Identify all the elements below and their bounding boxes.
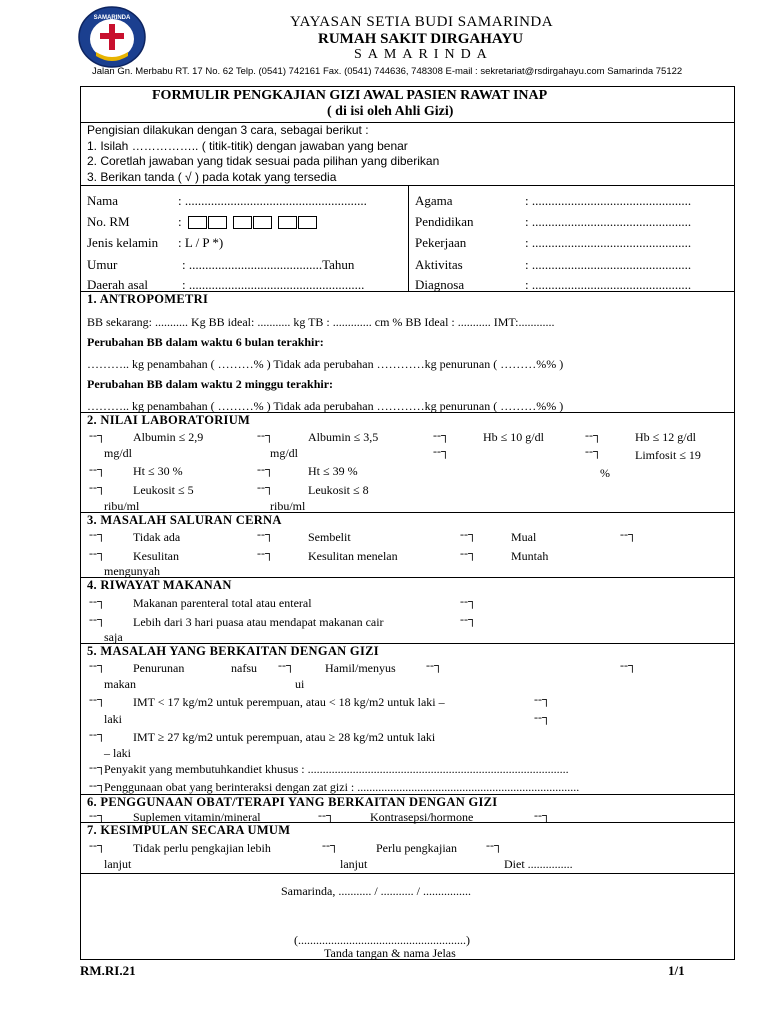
section-6-title: 6. PENGGUNAAN OBAT/TERAPI YANG BERKAITAN DENGAN GIZI (87, 795, 498, 809)
norm-digit-box[interactable] (298, 216, 317, 229)
checkbox[interactable]: --┐ (426, 658, 443, 672)
unit-mgdl: mg/dl (104, 446, 133, 460)
tidak-ada-label: Tidak ada (133, 530, 181, 544)
sembelit-label: Sembelit (308, 530, 351, 544)
nama-label: Nama (87, 193, 119, 208)
mual-label: Mual (511, 530, 537, 544)
unit-mgdl: mg/dl (270, 446, 299, 460)
pekerjaan-label: Pekerjaan (415, 235, 467, 250)
perlu-label: Perlu pengkajian (376, 841, 457, 855)
checkbox[interactable]: --┐ (620, 527, 637, 541)
norm-digit-box[interactable] (208, 216, 227, 229)
instruction-item: 3. Berikan tanda ( √ ) pada kotak yang tersedia (87, 170, 337, 184)
section-7-title: 7. KESIMPULAN SECARA UMUM (87, 823, 291, 837)
albumin-29-label: Albumin ≤ 2,9 (133, 430, 204, 444)
section-3-title: 3. MASALAH SALURAN CERNA (87, 513, 282, 527)
checkbox[interactable]: --┐ (257, 546, 274, 560)
umur-field[interactable]: : .........................................Tahun (182, 257, 355, 272)
norm-digit-box[interactable] (233, 216, 252, 229)
instruction-item: 1. Isilah …………….. ( titik-titik) dengan jawaban yang benar (87, 139, 408, 153)
obat-field[interactable]: Penggunaan obat yang berinteraksi dengan zat gizi : .......................................................................... (104, 780, 580, 794)
instructions-intro: Pengisian dilakukan dengan 3 cara, sebagai berikut : (87, 123, 369, 137)
kesulitan-menelan-label: Kesulitan menelan (308, 549, 398, 563)
agama-field[interactable]: : ................................................. (525, 193, 692, 208)
kontrasepsi-label: Kontrasepsi/hormone (370, 810, 474, 824)
hospital-logo (78, 6, 146, 68)
norm-label: No. RM (87, 214, 130, 229)
diagnosa-field[interactable]: : ................................................. (525, 277, 692, 292)
section-2-title: 2. NILAI LABORATORIUM (87, 413, 251, 427)
checkbox[interactable]: --┐ (89, 838, 106, 852)
checkbox[interactable]: --┐ (534, 710, 551, 724)
albumin-35-label: Albumin ≤ 3,5 (308, 430, 379, 444)
checkbox[interactable]: --┐ (534, 808, 551, 822)
norm-digit-box[interactable] (253, 216, 272, 229)
checkbox[interactable]: --┐ (257, 462, 274, 476)
checkbox[interactable]: --┐ (89, 727, 106, 741)
form-subtitle: ( di isi oleh Ahli Gizi) (327, 104, 454, 119)
checkbox[interactable]: --┐ (89, 692, 106, 706)
checkbox[interactable]: --┐ (433, 444, 450, 458)
form-code: RM.RI.21 (80, 963, 136, 978)
checkbox[interactable]: --┐ (89, 428, 106, 442)
laki-label: laki (104, 712, 122, 726)
jk-field[interactable]: : L / P *) (178, 235, 224, 250)
diet-field[interactable]: Diet ............... (504, 857, 573, 871)
agama-label: Agama (415, 193, 453, 208)
section-5-title: 5. MASALAH YANG BERKAITAN DENGAN GIZI (87, 644, 379, 658)
checkbox[interactable]: --┐ (257, 527, 274, 541)
checkbox[interactable]: --┐ (89, 612, 106, 626)
bb-2-week-heading: Perubahan BB dalam waktu 2 minggu terakhir: (87, 377, 334, 391)
lanjut-label: lanjut (104, 857, 132, 871)
parenteral-label: Makanan parenteral total atau enteral (133, 596, 312, 610)
place-date-field[interactable]: Samarinda, ........... / ........... / ................ (281, 884, 471, 898)
norm-boxes (188, 213, 323, 231)
identity-column-divider (408, 185, 409, 291)
nafsu-label: nafsu (231, 661, 257, 675)
limfosit-label: Limfosit ≤ 19 (635, 448, 701, 462)
diagnosa-label: Diagnosa (415, 277, 465, 292)
checkbox[interactable]: --┐ (257, 428, 274, 442)
mengunyah-label: mengunyah (104, 564, 160, 578)
checkbox[interactable]: --┐ (460, 527, 477, 541)
daerah-label: Daerah asal (87, 277, 148, 292)
daerah-field[interactable]: : ...................................................... (182, 277, 365, 292)
hamil-label: Hamil/menyus (325, 661, 396, 675)
checkbox[interactable]: --┐ (318, 808, 335, 822)
foundation-name: YAYASAN SETIA BUDI SAMARINDA (290, 14, 554, 30)
jk-label: Jenis kelamin (87, 235, 159, 250)
ht-30-label: Ht ≤ 30 % (133, 464, 183, 478)
tidak-perlu-label: Tidak perlu pengkajian lebih (133, 841, 271, 855)
hospital-name: RUMAH SAKIT DIRGAHAYU (318, 31, 524, 47)
unit-ribu-ml: ribu/ml (270, 499, 306, 513)
checkbox[interactable]: --┐ (89, 546, 106, 560)
hb-12-label: Hb ≤ 12 g/dl (635, 430, 696, 444)
suplemen-label: Suplemen vitamin/mineral (133, 810, 261, 824)
checkbox[interactable]: --┐ (433, 428, 450, 442)
bb-line[interactable]: BB sekarang: ........... Kg BB ideal: ........... kg TB : ............. cm % BB Ideal : ........... IMT:............ (87, 315, 555, 329)
checkbox[interactable]: --┐ (460, 546, 477, 560)
checkbox[interactable]: --┐ (257, 480, 274, 494)
checkbox[interactable]: --┐ (534, 692, 551, 706)
hospital-address: Jalan Gn. Merbabu RT. 17 No. 62 Telp. (0541) 742161 Fax. (0541) 744636, 748308 E-mail : sekretariat@rsdirgahayu.com Samarinda 75122 (92, 66, 683, 77)
leukosit-8-label: Leukosit ≤ 8 (308, 483, 369, 497)
checkbox[interactable]: --┐ (89, 594, 106, 608)
checkbox[interactable]: --┐ (89, 462, 106, 476)
kesulitan-label: Kesulitan (133, 549, 179, 563)
penyakit-field[interactable]: Penyakit yang membutuhkandiet khusus : ....................................................................................... (104, 762, 569, 776)
checkbox[interactable]: --┐ (585, 428, 602, 442)
muntah-label: Muntah (511, 549, 549, 563)
norm-colon: : (178, 214, 182, 229)
aktivitas-label: Aktivitas (415, 257, 463, 272)
instruction-item: 2. Coretlah jawaban yang tidak sesuai pada pilihan yang diberikan (87, 154, 440, 168)
pendidikan-field[interactable]: : ................................................. (525, 214, 692, 229)
nama-field[interactable]: : ........................................................ (178, 193, 367, 208)
imt-27-label: IMT ≥ 27 kg/m2 untuk perempuan, atau ≥ 28 kg/m2 untuk laki (133, 730, 436, 744)
leukosit-5-label: Leukosit ≤ 5 (133, 483, 194, 497)
saja-label: saja (104, 630, 123, 644)
makan-label: makan (104, 677, 136, 691)
checkbox[interactable]: --┐ (278, 658, 295, 672)
section-1-title: 1. ANTROPOMETRI (87, 292, 209, 306)
norm-digit-box[interactable] (278, 216, 297, 229)
pekerjaan-field[interactable]: : ................................................. (525, 235, 692, 250)
signature-blank[interactable]: (........................................................) (294, 933, 470, 947)
bb-6-month-heading: Perubahan BB dalam waktu 6 bulan terakhir: (87, 335, 324, 349)
logo-text: SAMARINDA (93, 15, 131, 21)
ht-39-label: Ht ≤ 39 % (308, 464, 358, 478)
checkbox[interactable]: --┐ (89, 760, 106, 774)
checkbox[interactable]: --┐ (89, 778, 106, 792)
imt-17-label: IMT < 17 kg/m2 untuk perempuan, atau < 18 kg/m2 untuk laki – (133, 695, 445, 709)
checkbox[interactable]: --┐ (89, 808, 106, 822)
bb-6-month-line[interactable]: ……….. kg penambahan ( ………% ) Tidak ada perubahan …………kg penurunan ( ………%% ) (87, 357, 564, 371)
pendidikan-label: Pendidikan (415, 214, 474, 229)
norm-digit-box[interactable] (188, 216, 207, 229)
checkbox[interactable]: --┐ (620, 658, 637, 672)
puasa-label: Lebih dari 3 hari puasa atau mendapat makanan cair (133, 615, 384, 629)
divider (80, 873, 735, 874)
checkbox[interactable]: --┐ (89, 480, 106, 494)
page-number: 1/1 (668, 963, 685, 978)
checkbox[interactable]: --┐ (486, 838, 503, 852)
bb-2-week-line[interactable]: ……….. kg penambahan ( ………% ) Tidak ada perubahan …………kg penurunan ( ………%% ) (87, 399, 564, 413)
checkbox[interactable]: --┐ (89, 527, 106, 541)
aktivitas-field[interactable]: : ................................................. (525, 257, 692, 272)
umur-label: Umur (87, 257, 118, 272)
checkbox[interactable]: --┐ (89, 658, 106, 672)
form-title: FORMULIR PENGKAJIAN GIZI AWAL PASIEN RAWAT INAP (152, 88, 548, 103)
lanjut-label: lanjut (340, 857, 368, 871)
city-name: SAMARINDA (354, 47, 493, 62)
checkbox[interactable]: --┐ (585, 444, 602, 458)
signature-label: Tanda tangan & nama Jelas (324, 946, 456, 960)
hb-10-label: Hb ≤ 10 g/dl (483, 430, 544, 444)
checkbox[interactable]: --┐ (322, 838, 339, 852)
limfosit-unit: % (600, 466, 610, 480)
checkbox[interactable]: --┐ (460, 594, 477, 608)
laki-label: – laki (104, 746, 131, 760)
checkbox[interactable]: --┐ (460, 612, 477, 626)
section-4-title: 4. RIWAYAT MAKANAN (87, 578, 232, 592)
ui-label: ui (295, 677, 305, 691)
penurunan-label: Penurunan (133, 661, 185, 675)
unit-ribu-ml: ribu/ml (104, 499, 140, 513)
